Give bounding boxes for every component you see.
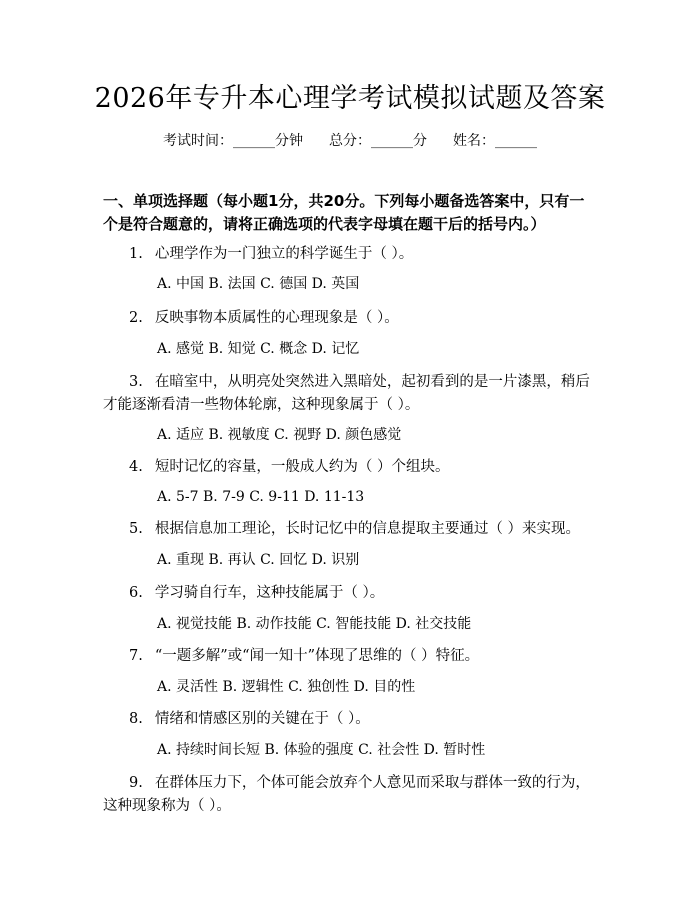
question-number: 6.	[129, 585, 143, 601]
question-item	[103, 772, 599, 818]
section-heading: 一、单项选择题（每小题1分，共20分。下列每小题备选答案中，只有一个是符合题意的，请将正确选项的代表字母填在题干后的括号内。）	[103, 192, 585, 233]
question-number: 5.	[129, 521, 143, 537]
question-stem: 短时记忆的容量，一般成人约为（ ）个组块。	[154, 459, 450, 475]
student-name-field: 姓名：______	[453, 133, 537, 149]
question-stem: 学习骑自行车，这种技能属于（ ）。	[154, 585, 385, 601]
question-item	[103, 518, 599, 541]
question-options: A. 持续时间长短 B. 体验的强度 C. 社会性 D. 暂时性	[157, 742, 486, 758]
question-options: A. 5-7 B. 7-9 C. 9-11 D. 11-13	[157, 489, 365, 505]
question-number: 1.	[129, 246, 143, 262]
question-number: 8.	[129, 711, 143, 727]
question-item	[103, 582, 599, 605]
question-options: A. 重现 B. 再认 C. 回忆 D. 识别	[157, 552, 360, 568]
question-stem: 在群体压力下，个体可能会放弃个人意见而采取与群体一致的行为，这种现象称为（ ）。	[103, 775, 590, 814]
question-options: A. 感觉 B. 知觉 C. 概念 D. 记忆	[157, 341, 360, 357]
question-item	[103, 708, 599, 731]
question-number: 2.	[129, 310, 143, 326]
question-number: 3.	[129, 374, 143, 390]
question-stem: “一题多解”或“闻一知十”体现了思维的（ ）特征。	[154, 648, 480, 664]
question-item	[103, 645, 599, 668]
question-item	[103, 243, 599, 266]
exam-meta-line	[0, 131, 700, 151]
question-item	[103, 307, 599, 330]
total-score-field: 总分：______分	[329, 133, 427, 149]
question-options: A. 中国 B. 法国 C. 德国 D. 英国	[157, 276, 360, 292]
question-number: 7.	[129, 648, 143, 664]
question-options: A. 灵活性 B. 逻辑性 C. 独创性 D. 目的性	[157, 679, 416, 695]
exam-time-field: 考试时间：______分钟	[163, 133, 303, 149]
question-number: 4.	[129, 459, 143, 475]
question-item	[103, 371, 599, 417]
question-number: 9.	[129, 775, 143, 791]
question-stem: 心理学作为一门独立的科学诞生于（ ）。	[154, 246, 414, 262]
question-stem: 反映事物本质属性的心理现象是（ ）。	[154, 310, 399, 326]
document-title: 2026年专升本心理学考试模拟试题及答案	[94, 83, 606, 114]
question-options: A. 视觉技能 B. 动作技能 C. 智能技能 D. 社交技能	[157, 616, 472, 632]
question-stem: 情绪和情感区别的关键在于（ ）。	[154, 711, 370, 727]
question-stem: 在暗室中，从明亮处突然进入黑暗处，起初看到的是一片漆黑，稍后才能逐渐看清一些物体轮廓，这种现象属于（ ）。	[103, 374, 590, 413]
question-stem: 根据信息加工理论，长时记忆中的信息提取主要通过（ ）来实现。	[154, 521, 580, 537]
question-options: A. 适应 B. 视敏度 C. 视野 D. 颜色感觉	[157, 427, 402, 443]
question-item	[103, 456, 599, 479]
